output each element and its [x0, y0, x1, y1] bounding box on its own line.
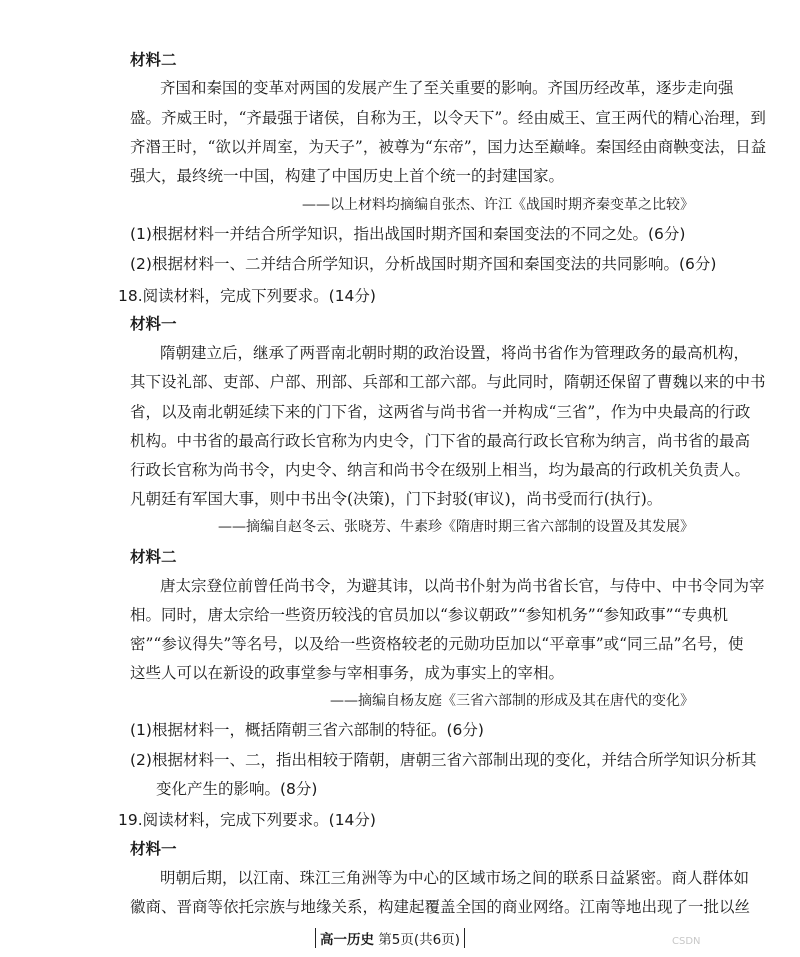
material-heading: 材料二	[130, 51, 177, 69]
paragraph-line: 齐国和秦国的变革对两国的发展产生了至关重要的影响。齐国历经改革，逐步走向强	[160, 79, 734, 97]
paragraph-line: 隋朝建立后，继承了两晋南北朝时期的政治设置，将尚书省作为管理政务的最高机构，	[160, 344, 750, 362]
question-item: (1)根据材料一并结合所学知识，指出战国时期齐国和秦国变法的不同之处。(6分)	[130, 225, 686, 243]
question-item-continued: 变化产生的影响。(8分)	[156, 780, 318, 798]
material-heading: 材料一	[130, 840, 177, 858]
paragraph-line: 相。同时，唐太宗给一些资历较浅的官员加以“参议朝政”“参知机务”“参知政事”“专典机	[130, 606, 728, 624]
paragraph-line: 这些人可以在新设的政事堂参与宰相事务，成为事实上的宰相。	[130, 664, 565, 682]
paragraph-line: 其下设礼部、吏部、户部、刑部、兵部和工部六部。与此同时，隋朝还保留了曹魏以来的中书	[130, 373, 766, 391]
paragraph-line: 明朝后期，以江南、珠江三角洲等为中心的区域市场之间的联系日益紧密。商人群体如	[160, 869, 750, 887]
paragraph-line: 盛。齐威王时，“齐最强于诸侯，自称为王，以令天下”。经由威王、宣王两代的精心治理，到	[130, 109, 766, 127]
paragraph-line: 密”“参议得失”等名号，以及给一些资格较老的元勋功臣加以“平章事”或“同三品”名号，使	[130, 635, 744, 653]
source-citation: ——以上材料均摘编自张杰、许江《战国时期齐秦变革之比较》	[302, 197, 694, 213]
question-item: (1)根据材料一，概括隋朝三省六部制的特征。(6分)	[130, 721, 484, 739]
paragraph-line: 唐太宗登位前曾任尚书令，为避其讳，以尚书仆射为尚书省长官，与侍中、中书令同为宰	[160, 577, 765, 595]
paragraph-line: 强大，最终统一中国，构建了中国历史上首个统一的封建国家。	[130, 167, 565, 185]
subject-label: 高一历史	[320, 932, 374, 948]
watermark: CSDN	[672, 936, 701, 947]
paragraph-line: 凡朝廷有军国大事，则中书出令(决策)，门下封驳(审议)，尚书受而行(执行)。	[130, 490, 663, 508]
page-number: 第5页(共6页)	[378, 932, 461, 948]
paragraph-line: 齐湣王时，“欲以并周室，为天子”，被尊为“东帝”，国力达至巅峰。秦国经由商鞅变法，日益	[130, 138, 767, 156]
source-citation: ——摘编自赵冬云、张晓芳、牛素珍《隋唐时期三省六部制的设置及其发展》	[218, 519, 694, 535]
question-title: 18.阅读材料，完成下列要求。(14分)	[118, 287, 376, 305]
question-title: 19.阅读材料，完成下列要求。(14分)	[118, 811, 376, 829]
paragraph-line: 机构。中书省的最高行政长官称为内史令，门下省的最高行政长官称为纳言，尚书省的最高	[130, 432, 751, 450]
source-citation: ——摘编自杨友庭《三省六部制的形成及其在唐代的变化》	[330, 693, 694, 709]
paragraph-line: 徽商、晋商等依托宗族与地缘关系，构建起覆盖全国的商业网络。江南等地出现了一批以丝	[130, 898, 751, 916]
page-footer	[315, 928, 465, 948]
paragraph-line: 省，以及南北朝延续下来的门下省，这两省与尚书省一并构成“三省”，作为中央最高的行政	[130, 403, 751, 421]
paragraph-line: 行政长官称为尚书令，内史令、纳言和尚书令在级别上相当，均为最高的行政机关负责人。	[130, 461, 751, 479]
question-item: (2)根据材料一、二，指出相较于隋朝，唐朝三省六部制出现的变化，并结合所学知识分析其	[130, 751, 757, 769]
material-heading: 材料二	[130, 548, 177, 566]
material-heading: 材料一	[130, 315, 177, 333]
question-item: (2)根据材料一、二并结合所学知识，分析战国时期齐国和秦国变法的共同影响。(6分)	[130, 255, 717, 273]
